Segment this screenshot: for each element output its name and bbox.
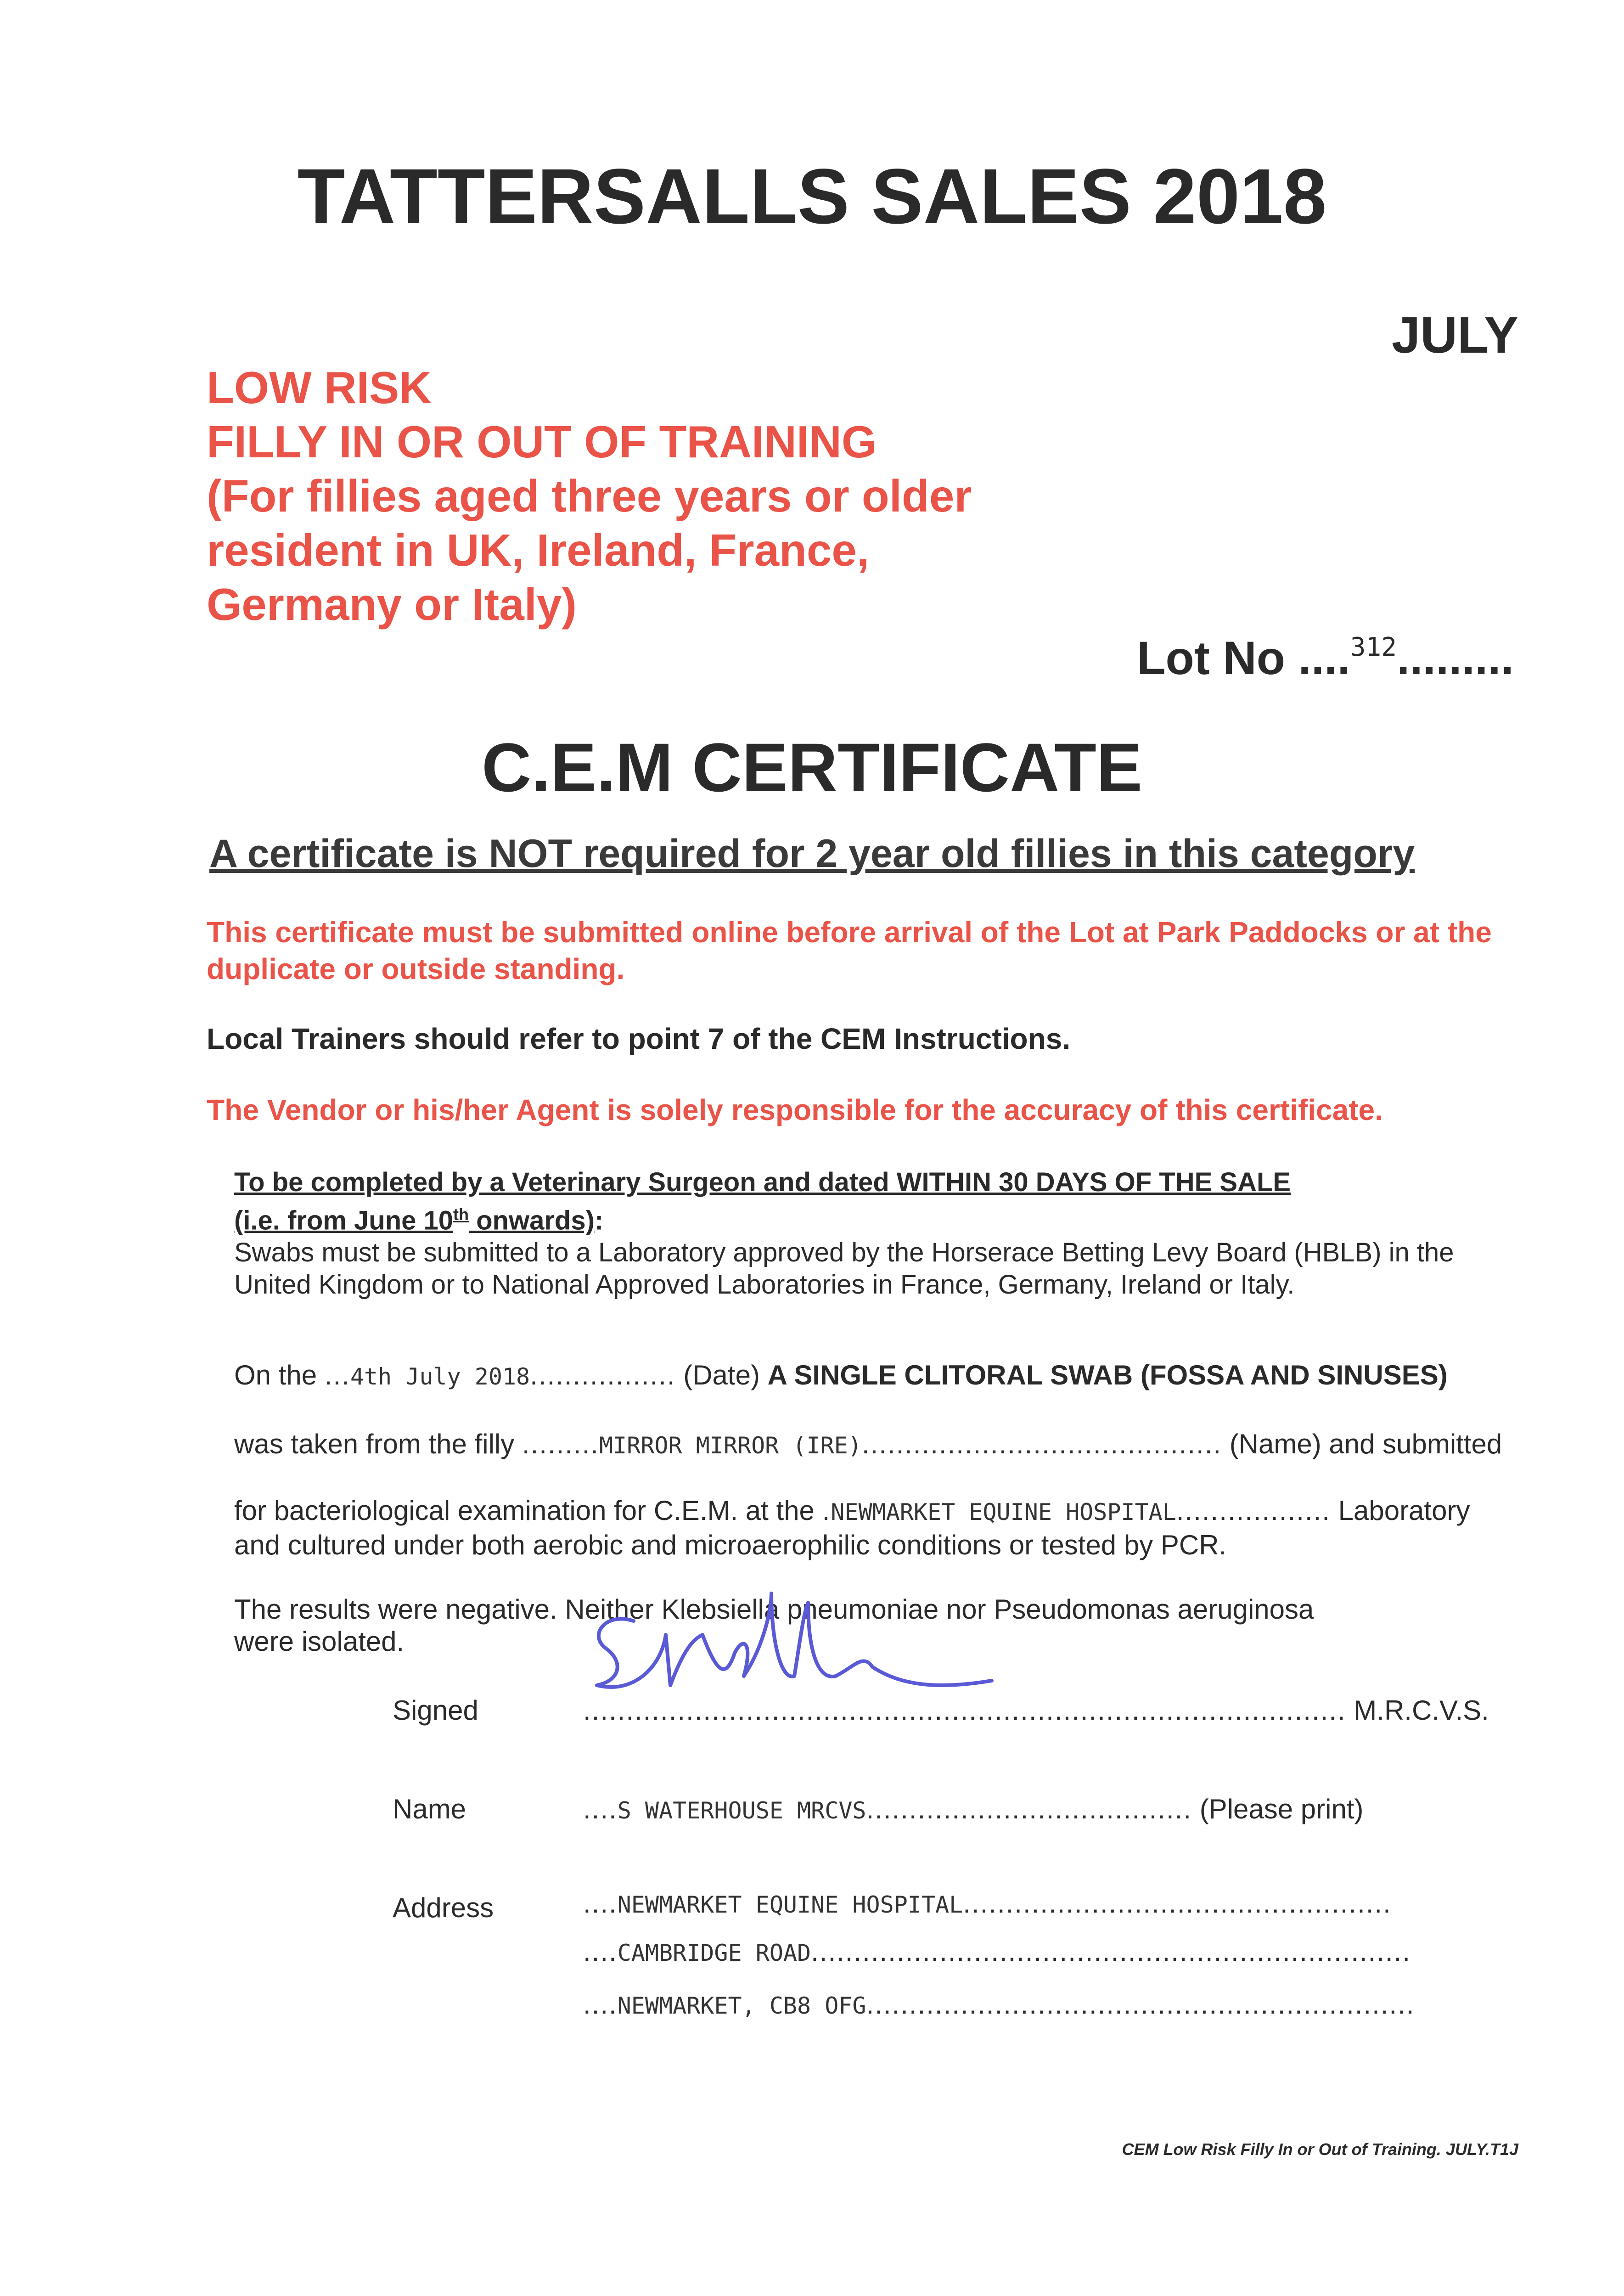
- vet-instructions: [234, 1166, 1520, 1301]
- footer-reference: CEM Low Risk Filly In or Out of Training. JULY.T1J: [1122, 2140, 1518, 2159]
- laboratory-name: NEWMARKET EQUINE HOSPITAL: [831, 1499, 1176, 1525]
- name-line: ....S WATERHOUSE MRCVS...................................... (Please print): [583, 1794, 1364, 1824]
- swab-type: A SINGLE CLITORAL SWAB (FOSSA AND SINUSES): [767, 1360, 1448, 1390]
- filly-line: was taken from the filly .........MIRROR MIRROR (IRE).......................................... (Name) and submitted: [234, 1429, 1502, 1459]
- trainers-notice: Local Trainers should refer to point 7 of the CEM Instructions.: [207, 1022, 1071, 1055]
- lot-dots: ....: [1298, 632, 1350, 684]
- lot-value: 312: [1350, 632, 1397, 662]
- filly-name: MIRROR MIRROR (IRE): [599, 1432, 862, 1459]
- address-line-1: ....NEWMARKET EQUINE HOSPITAL..................................................: [583, 1888, 1392, 1919]
- certificate-title: C.E.M CERTIFICATE: [482, 729, 1142, 806]
- vet-name: S WATERHOUSE MRCVS: [617, 1797, 866, 1824]
- vendor-notice: The Vendor or his/her Agent is solely responsible for the accuracy of this certificate.: [207, 1093, 1383, 1126]
- laboratory-line: for bacteriological examination for C.E.M. at the .NEWMARKET EQUINE HOSPITAL.................. Laboratory: [234, 1495, 1470, 1526]
- category-line: LOW RISK: [207, 362, 432, 413]
- not-required-notice: A certificate is NOT required for 2 year old fillies in this category: [209, 832, 1415, 876]
- document-title: TATTERSALLS SALES 2018: [297, 153, 1327, 240]
- sale-month: JULY: [1391, 306, 1518, 364]
- category-block: [207, 360, 972, 631]
- results-line: were isolated.: [234, 1626, 405, 1657]
- lot-number: [1137, 631, 1514, 685]
- signature-line: ......................................................................................... M.R.C.V.S.: [583, 1695, 1489, 1726]
- lot-label: Lot No: [1137, 632, 1286, 684]
- vet-heading-date: (i.e. from June 10th onwards):: [234, 1205, 604, 1236]
- vet-body: Swabs must be submitted to a Laboratory approved by the Horserace Betting Levy Board (HBLB) in the United Kingdom or to National Approved Laboratories in France, Germany, Ireland or Italy.: [234, 1238, 1454, 1300]
- category-line: FILLY IN OR OUT OF TRAINING: [207, 416, 877, 467]
- address-line-3: ....NEWMARKET, CB8 OFG................................................................: [583, 1989, 1415, 2020]
- date-value: 4th July 2018: [350, 1363, 530, 1390]
- address-label: Address: [393, 1892, 494, 1923]
- vet-heading: To be completed by a Veterinary Surgeon and dated WITHIN 30 DAYS OF THE SALE: [234, 1167, 1291, 1197]
- results-line: The results were negative. Neither Klebsiella pneumoniae nor Pseudomonas aeruginosa: [234, 1594, 1314, 1625]
- culture-line: and cultured under both aerobic and microaerophilic conditions or tested by PCR.: [234, 1530, 1227, 1560]
- category-line: Germany or Italy): [207, 579, 577, 630]
- address-line-2: ....CAMBRIDGE ROAD......................................................................: [583, 1936, 1411, 1967]
- signed-label: Signed: [393, 1695, 478, 1726]
- category-line: resident in UK, Ireland, France,: [207, 525, 870, 575]
- name-label: Name: [393, 1794, 466, 1824]
- category-line: (For fillies aged three years or older: [207, 471, 972, 521]
- lot-dots: .........: [1396, 632, 1514, 684]
- online-submission-notice: This certificate must be submitted online before arrival of the Lot at Park Paddocks or at the duplicate or outside standing.: [207, 916, 1492, 985]
- date-line: On the ...4th July 2018................. (Date) A SINGLE CLITORAL SWAB (FOSSA AND SINUSES): [234, 1360, 1448, 1390]
